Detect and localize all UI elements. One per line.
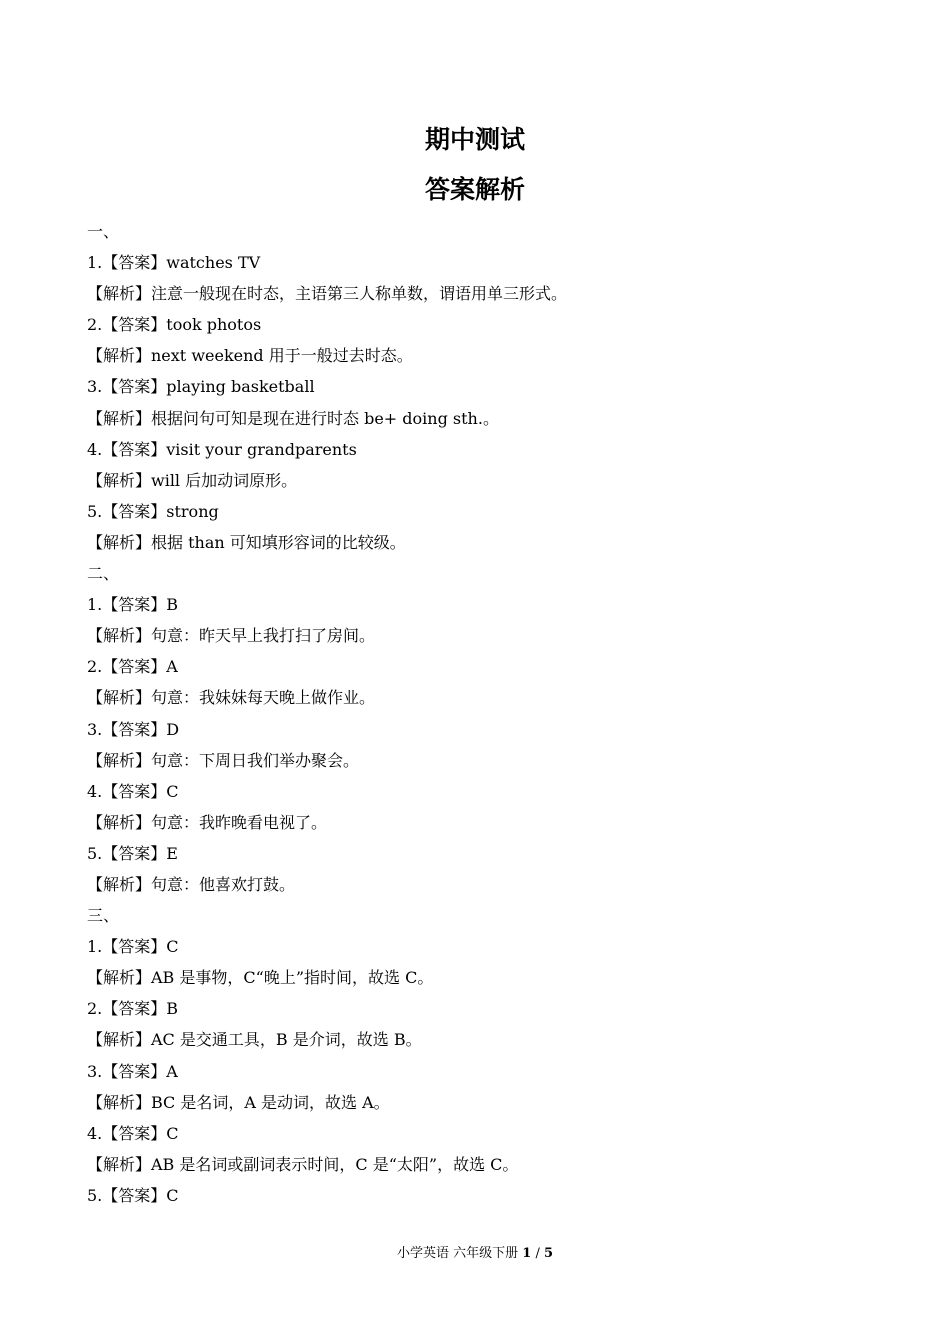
page-subtitle: 答案解析 bbox=[424, 175, 525, 204]
explanation-line: 【解析】next weekend 用于一般过去时态。 bbox=[87, 346, 413, 366]
answer-line: 1.【答案】watches TV bbox=[87, 253, 261, 273]
explanation-line: 【解析】will 后加动词原形。 bbox=[87, 470, 298, 490]
answer-line: 3.【答案】D bbox=[87, 719, 180, 739]
footer-label: 小学英语 六年级下册 bbox=[396, 1246, 519, 1261]
answer-line: 3.【答案】A bbox=[87, 1061, 178, 1081]
answer-line: 1.【答案】B bbox=[87, 595, 179, 615]
page-separator: / bbox=[535, 1246, 540, 1261]
page-number: 1 bbox=[522, 1246, 532, 1261]
page-title: 期中测试 bbox=[424, 125, 525, 154]
explanation-line: 【解析】句意：他喜欢打鼓。 bbox=[87, 874, 296, 894]
answer-line: 5.【答案】C bbox=[87, 1185, 179, 1205]
explanation-line: 【解析】句意：我昨晚看电视了。 bbox=[87, 812, 328, 832]
explanation-line: 【解析】根据问句可知是现在进行时态 be+ doing sth.。 bbox=[87, 408, 499, 428]
section-heading-3: 三、 bbox=[87, 906, 120, 926]
answer-line: 4.【答案】C bbox=[87, 781, 179, 801]
section-heading-1: 一、 bbox=[87, 222, 120, 241]
explanation-line: 【解析】注意一般现在时态，主语第三人称单数，谓语用单三形式。 bbox=[87, 284, 568, 304]
explanation-line: 【解析】句意：下周日我们举办聚会。 bbox=[87, 750, 360, 770]
explanation-line: 【解析】AC 是交通工具，B 是介词，故选 B。 bbox=[87, 1030, 422, 1050]
answer-line: 5.【答案】strong bbox=[87, 501, 219, 521]
answer-line: 5.【答案】E bbox=[87, 843, 178, 863]
explanation-line: 【解析】根据 than 可知填形容词的比较级。 bbox=[87, 532, 406, 552]
answer-line: 1.【答案】C bbox=[87, 937, 179, 957]
answer-line: 2.【答案】A bbox=[87, 657, 178, 677]
explanation-line: 【解析】BC 是名词，A 是动词，故选 A。 bbox=[87, 1092, 390, 1112]
answer-line: 4.【答案】visit your grandparents bbox=[87, 439, 357, 459]
answer-line: 4.【答案】C bbox=[87, 1123, 179, 1143]
answer-line: 2.【答案】took photos bbox=[87, 315, 262, 335]
explanation-line: 【解析】句意：我妹妹每天晚上做作业。 bbox=[87, 688, 376, 708]
page-total: 5 bbox=[543, 1246, 554, 1261]
explanation-line: 【解析】AB 是事物，C“晚上”指时间，故选 C。 bbox=[87, 968, 434, 988]
explanation-line: 【解析】AB 是名词或副词表示时间，C 是“太阳”，故选 C。 bbox=[87, 1154, 519, 1174]
explanation-line: 【解析】句意：昨天早上我打扫了房间。 bbox=[87, 626, 376, 646]
answer-line: 3.【答案】playing basketball bbox=[87, 377, 315, 397]
section-heading-2: 二、 bbox=[87, 564, 120, 584]
page-footer bbox=[0, 1244, 950, 1264]
answer-content bbox=[87, 216, 867, 1211]
answer-line: 2.【答案】B bbox=[87, 999, 179, 1019]
